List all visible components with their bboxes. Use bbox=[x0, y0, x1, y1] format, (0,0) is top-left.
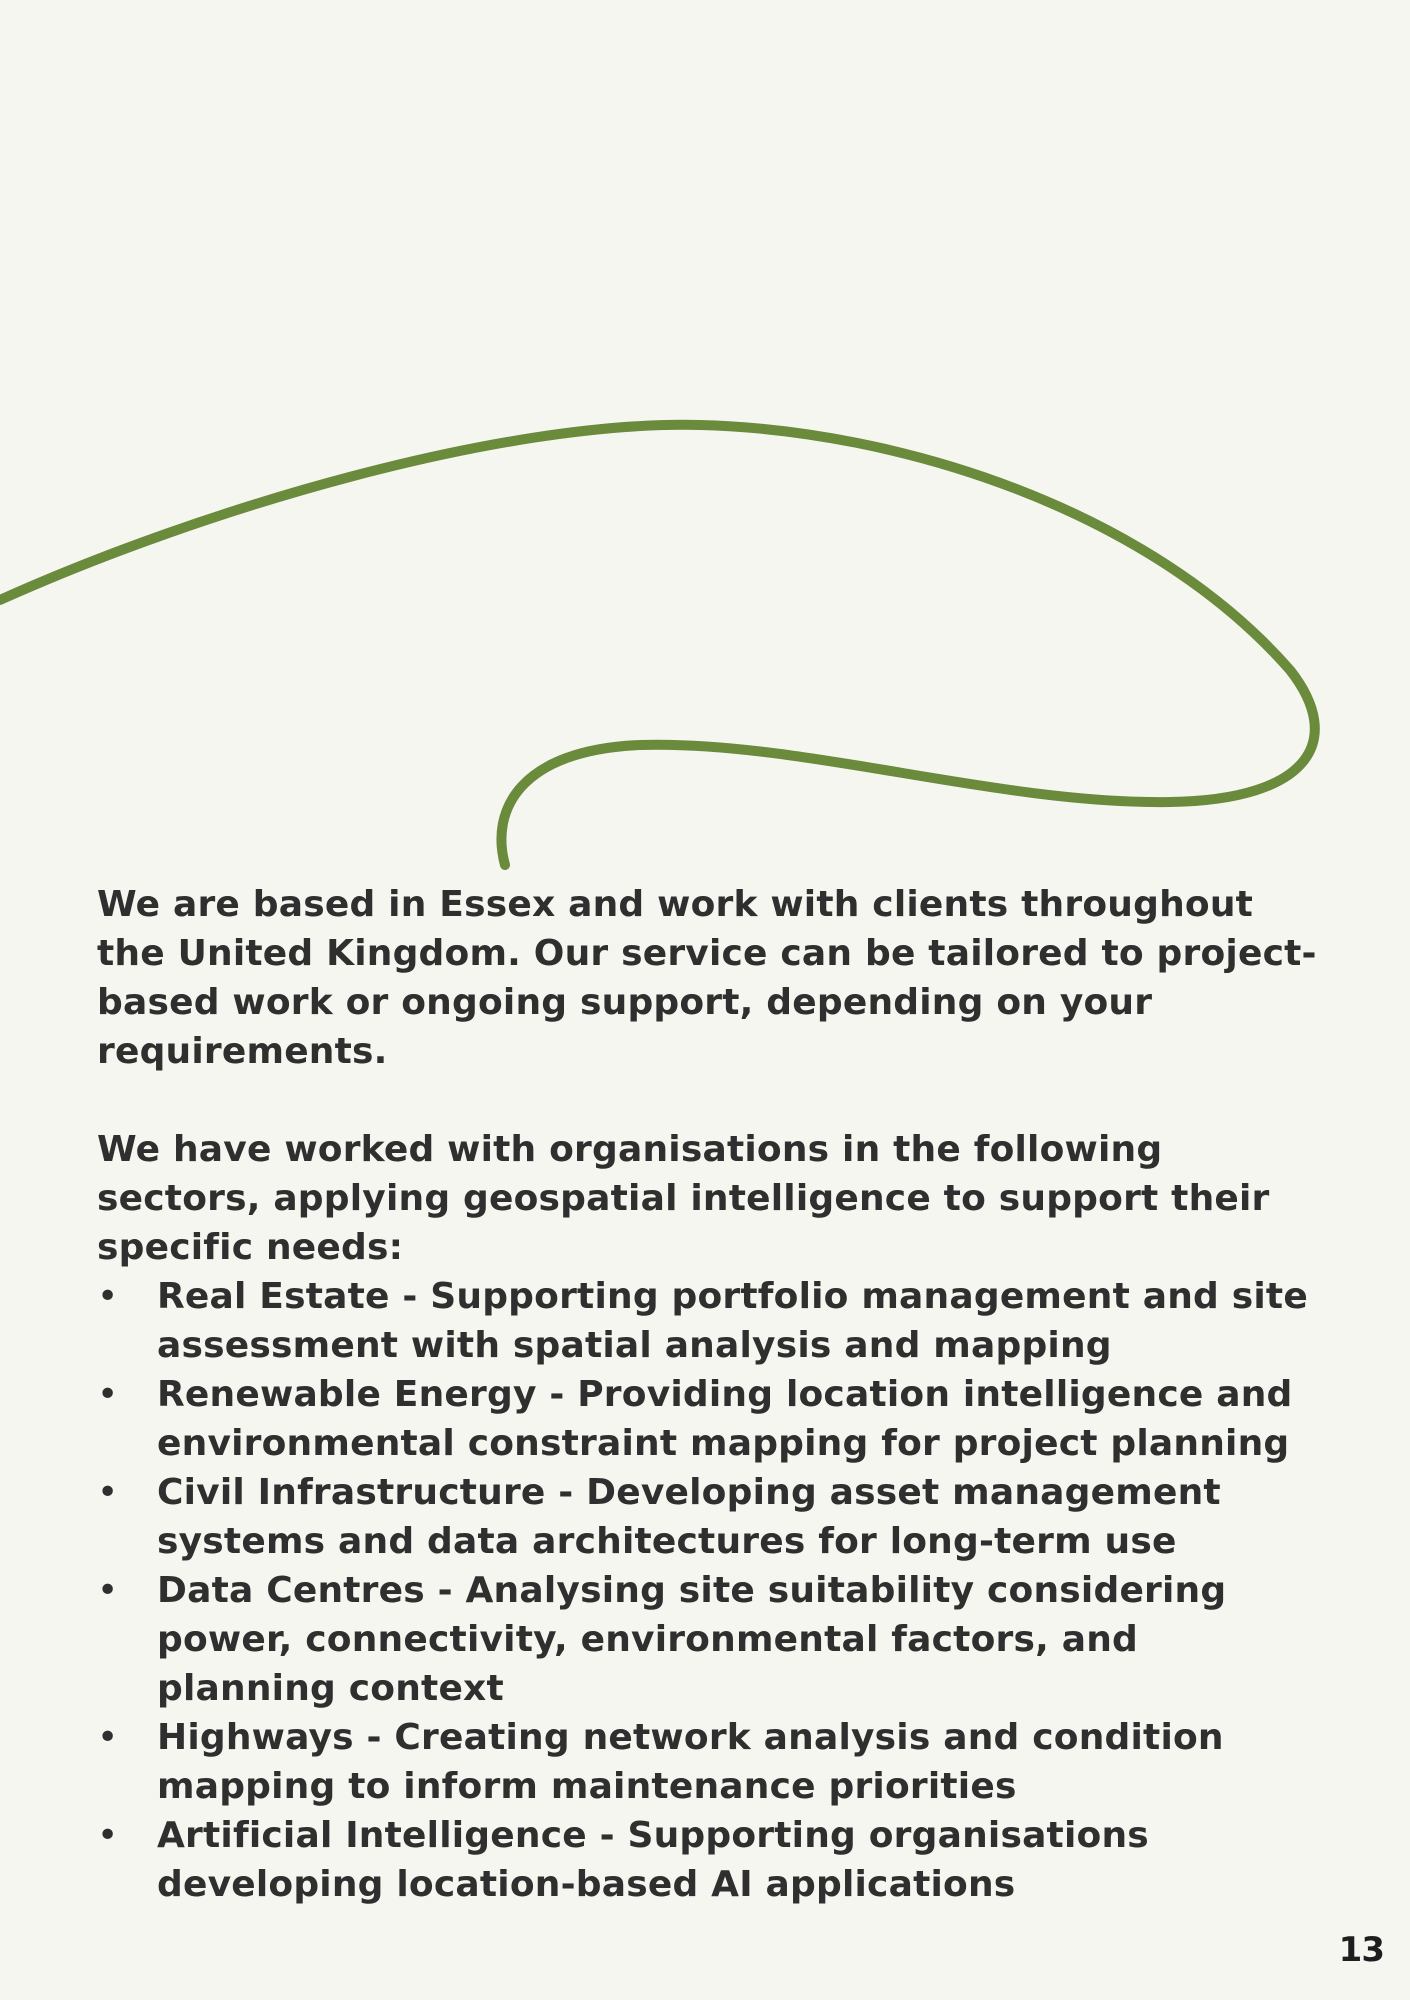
bullet-icon: • bbox=[97, 1717, 119, 1758]
bullet-icon: • bbox=[97, 1815, 119, 1856]
list-item bbox=[97, 1370, 1327, 1468]
sector-text: Civil Infrastructure - Developing asset management systems and data architectures for long-term use bbox=[157, 1472, 1221, 1562]
list-item bbox=[97, 1713, 1327, 1811]
list-item bbox=[97, 1566, 1327, 1713]
bullet-icon: • bbox=[97, 1374, 119, 1415]
bullet-icon: • bbox=[97, 1276, 119, 1317]
sector-text: Data Centres - Analysing site suitability considering power, connectivity, environmental factors, and planning context bbox=[157, 1570, 1227, 1709]
sector-text: Real Estate - Supporting portfolio management and site assessment with spatial analysis and mapping bbox=[157, 1276, 1308, 1366]
sector-text: Artificial Intelligence - Supporting organisations developing location-based AI applications bbox=[157, 1815, 1149, 1905]
page-number: 13 bbox=[1338, 1930, 1384, 1970]
list-item bbox=[97, 1272, 1327, 1370]
intro-paragraph: We are based in Essex and work with clients throughout the United Kingdom. Our service can be tailored to project-based work or ongoing support, depending on your requirements. bbox=[97, 884, 1317, 1072]
sector-text: Renewable Energy - Providing location intelligence and environmental constraint mapping for project planning bbox=[157, 1374, 1293, 1464]
main-content bbox=[97, 880, 1327, 1909]
sectors-list bbox=[97, 1272, 1327, 1909]
paragraph-spacer bbox=[97, 1076, 1327, 1125]
bullet-icon: • bbox=[97, 1570, 119, 1611]
list-item bbox=[97, 1468, 1327, 1566]
bullet-icon: • bbox=[97, 1472, 119, 1513]
curve-path bbox=[0, 425, 1315, 865]
list-item bbox=[97, 1811, 1327, 1909]
sector-text: Highways - Creating network analysis and condition mapping to inform maintenance priorities bbox=[157, 1717, 1224, 1807]
sectors-intro: We have worked with organisations in the following sectors, applying geospatial intelligence to support their specific needs: bbox=[97, 1129, 1270, 1268]
